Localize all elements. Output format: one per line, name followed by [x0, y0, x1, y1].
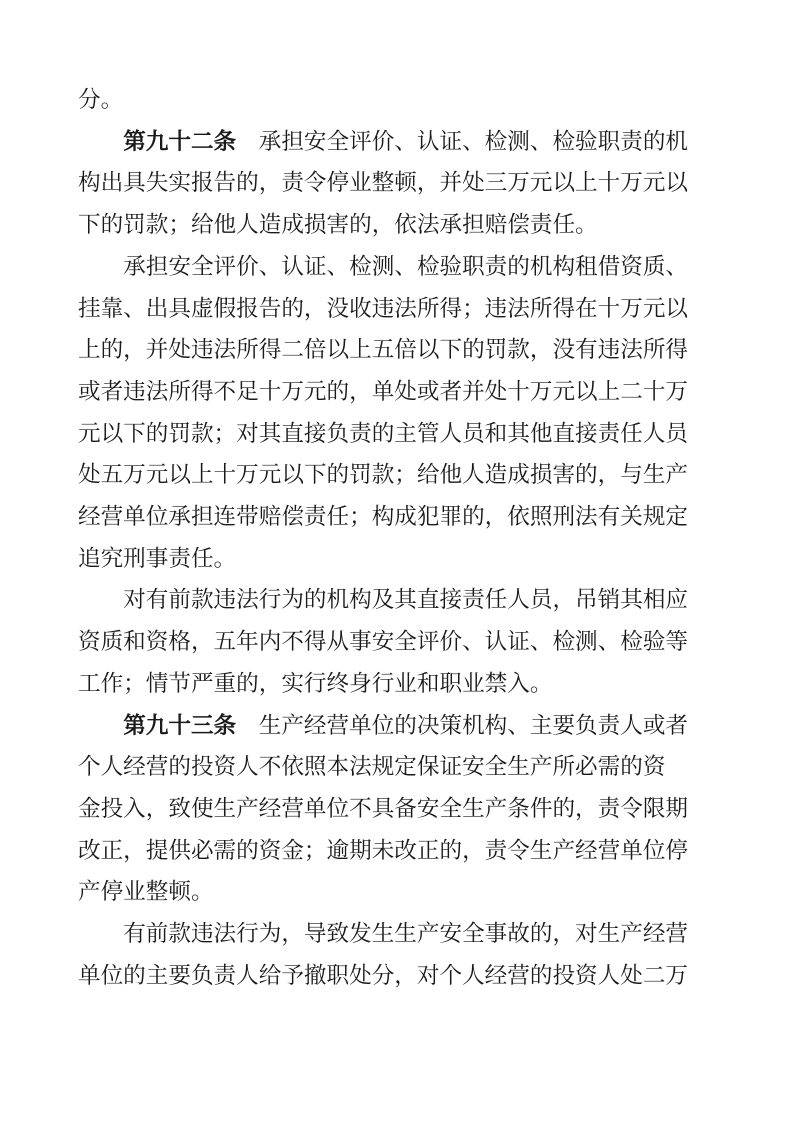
text-line: [78, 122, 718, 164]
document-body: [78, 80, 718, 997]
text-line: 产停业整顿。: [78, 879, 214, 906]
text-line: 经营单位承担连带赔偿责任；构成犯罪的，依照刑法有关规定: [78, 504, 689, 531]
text-segment: 生产经营单位的决策机构、主要负责人或者: [258, 712, 689, 739]
text-line: 个人经营的投资人不依照本法规定保证安全生产所必需的资: [78, 754, 666, 781]
text-line: 资质和资格，五年内不得从事安全评价、认证、检测、检验等: [78, 629, 689, 656]
text-line: 下的罚款；给他人造成损害的，依法承担赔偿责任。: [78, 212, 598, 239]
text-line: 追究刑事责任。: [78, 545, 237, 572]
text-line: 承担安全评价、认证、检测、检验职责的机构租借资质、: [123, 253, 689, 280]
article-title: 第九十三条: [123, 712, 237, 739]
text-line: 工作；情节严重的，实行终身行业和职业禁入。: [78, 670, 553, 697]
article-92-paragraph-1: [78, 122, 718, 247]
article-93-paragraph-1: [78, 706, 718, 915]
text-line: 单位的主要负责人给予撤职处分，对个人经营的投资人处二万: [78, 962, 689, 989]
article-92-paragraph-3: [78, 580, 718, 705]
text-line: 处五万元以上十万元以下的罚款；给他人造成损害的，与生产: [78, 462, 689, 489]
article-92-paragraph-2: [78, 247, 718, 581]
text-line: 改正，提供必需的资金；逾期未改正的，责令生产经营单位停: [78, 837, 689, 864]
text-line: 对有前款违法行为的机构及其直接责任人员，吊销其相应: [123, 587, 689, 614]
article-title: 第九十二条: [123, 128, 237, 155]
text-line: [78, 706, 718, 748]
text-line: 有前款违法行为，导致发生生产安全事故的，对生产经营: [123, 921, 689, 948]
text-line: 上的，并处违法所得二倍以上五倍以下的罚款，没有违法所得: [78, 337, 689, 364]
article-93-paragraph-2: [78, 914, 718, 997]
text-line: 分。: [78, 87, 124, 113]
text-line: 挂靠、出具虚假报告的，没收违法所得；违法所得在十万元以: [78, 295, 689, 322]
text-line: 元以下的罚款；对其直接负责的主管人员和其他直接责任人员: [78, 420, 689, 447]
text-line: 构出具失实报告的，责令停业整顿，并处三万元以上十万元以: [78, 170, 689, 197]
text-segment: 承担安全评价、认证、检测、检验职责的机: [258, 128, 689, 155]
text-line: 或者违法所得不足十万元的，单处或者并处十万元以上二十万: [78, 378, 689, 405]
paragraph-continuation: [78, 80, 718, 122]
text-line: 金投入，致使生产经营单位不具备安全生产条件的，责令限期: [78, 795, 689, 822]
